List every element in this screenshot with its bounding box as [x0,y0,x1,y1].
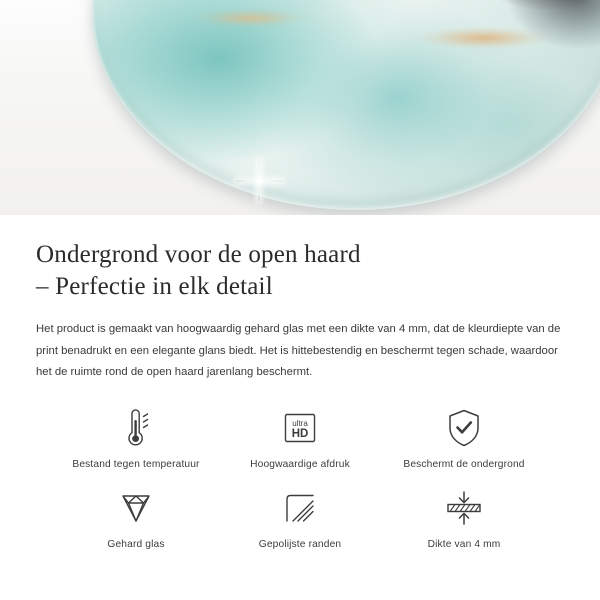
polished-edges-icon [282,486,318,530]
page-title [36,239,564,303]
feature-grid [36,406,564,550]
feature-item [382,406,546,470]
ultra-hd-icon [281,406,319,450]
content-section [0,239,600,550]
hero-image [0,0,600,215]
feature-label: Beschermt de ondergrond [403,459,525,471]
feature-label: Gehard glas [107,539,165,551]
page-title-line-2: – Perfectie in elk detail [36,273,273,300]
glass-panel-disc [92,0,600,210]
feature-item [382,486,546,550]
thermometer-icon [119,406,153,450]
ultra-hd-top-text: ultra [292,419,308,429]
feature-item [54,406,218,470]
feature-item [218,486,382,550]
feature-label: Hoogwaardige afdruk [250,459,350,471]
product-description: Het product is gemaakt van hoogwaardig gehard glas met een dikte van 4 mm, dat de kleurdiepte van de print benadrukt en een elegante glans biedt. Het is hittebestendig en beschermt tegen schade, waardoor het de ruimte rond de open haard jarenlang beschermt. [36,323,561,379]
feature-item [54,486,218,550]
shield-check-icon [446,406,482,450]
feature-item [218,406,382,470]
page-title-line-1: Ondergrond voor de open haard [36,241,361,268]
ultra-hd-bottom-text: HD [291,428,309,441]
feature-label: Bestand tegen temperatuur [72,459,200,471]
thickness-4mm-icon [443,486,485,530]
feature-label: Gepolijste randen [258,539,342,551]
feature-label: Dikte van 4 mm [427,539,501,551]
diamond-icon [116,486,156,530]
abstract-marble-artwork [92,0,600,210]
